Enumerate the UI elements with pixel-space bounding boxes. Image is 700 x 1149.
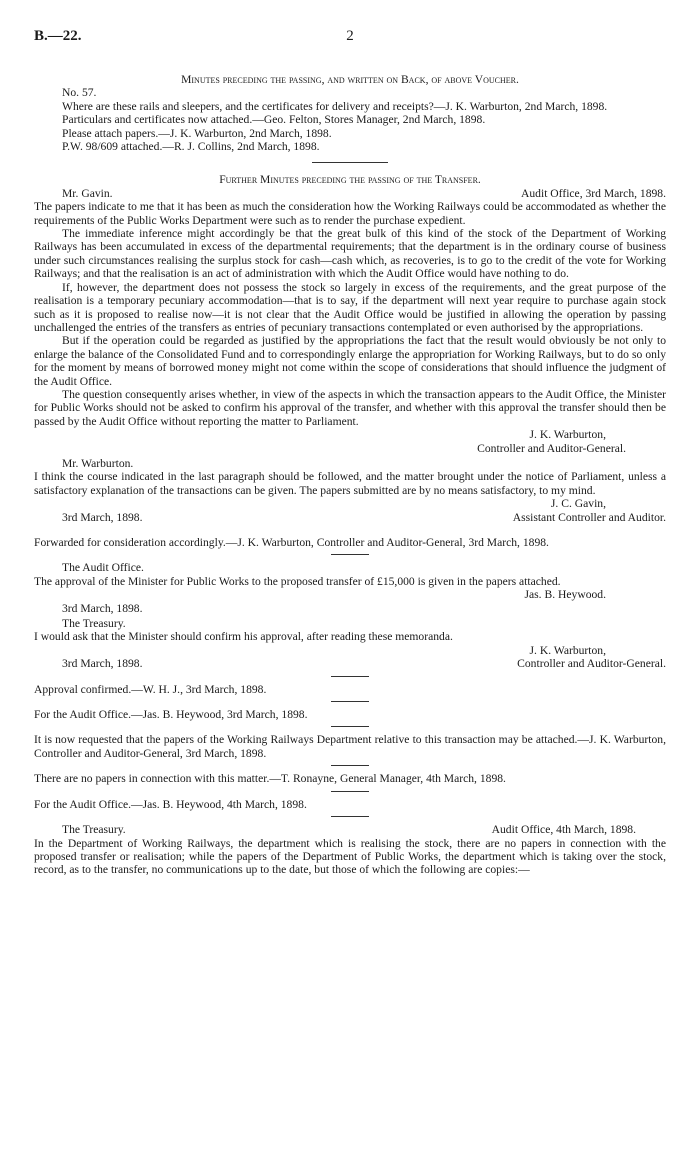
further-minutes-title: Further Minutes preceding the passing of the Transfer. <box>219 173 481 187</box>
treasury-addressee: The Treasury. <box>62 617 126 631</box>
heywood-date: 3rd March, 1898. <box>62 601 143 615</box>
request-note: It is now requested that the papers of the Working Railways Department relative to this transaction may be attached.—J. K. Warburton, Controller and Auditor-General, 3rd March, 1898. <box>34 733 666 760</box>
minutes-title: Minutes preceding the passing, and written on Back, of above Voucher. <box>181 73 519 86</box>
gavin-signature-line <box>34 511 666 524</box>
minute-answer-3: P.W. 98/609 attached.—R. J. Collins, 2nd March, 1898. <box>62 140 320 154</box>
gavin-addressee: Mr. Warburton. <box>62 456 134 470</box>
audit-office-note-1: For the Audit Office.—Jas. B. Heywood, 3rd March, 1898. <box>34 708 308 722</box>
final-addressee: The Treasury. <box>62 823 126 837</box>
divider <box>331 726 369 727</box>
memo-address-line <box>34 187 666 200</box>
audit-office-note-2: For the Audit Office.—Jas. B. Heywood, 4th March, 1898. <box>34 797 307 811</box>
divider <box>331 676 369 677</box>
signature-name: J. K. Warburton, <box>529 428 606 442</box>
memo-paragraph-4: But if the operation could be regarded as justified by the appropriations the fact that the result would obviously be not only to enlarge the balance of the Consolidated Fund and to correspondingly enlarge the appropriation for Working Railways, but to do so only for the moment by means of borrowed money might not come within the scope of considerations that should influence the judgment of the Audit Office. <box>34 334 666 388</box>
heywood-memo-text: The approval of the Minister for Public Works to the proposed transfer of £15,000 is given in the papers attached. <box>34 574 561 588</box>
gavin-signature-name: J. C. Gavin, <box>550 497 606 511</box>
treasury-date: 3rd March, 1898. <box>62 657 143 671</box>
treasury-signature-name: J. K. Warburton, <box>529 643 606 657</box>
gavin-date: 3rd March, 1898. <box>62 510 143 524</box>
divider <box>331 816 369 817</box>
minute-question: Where are these rails and sleepers, and the certificates for delivery and receipts?—J. K. Warburton, 2nd March, 1898. <box>62 99 608 113</box>
memo-paragraph-5: The question consequently arises whether, in view of the aspects in which the transaction appears to the Audit Office, the Minister for Public Works should not be asked to confirm his approval of the transfer, and whether with this approval the transfer should then be passed by the Audit Office without reporting the matter to Parliament. <box>34 387 666 428</box>
minute-answer-2: Please attach papers.—J. K. Warburton, 2nd March, 1898. <box>62 126 332 140</box>
forwarded-note: Forwarded for consideration accordingly.—J. K. Warburton, Controller and Auditor-General, 3rd March, 1898. <box>34 536 549 549</box>
heywood-signature: Jas. B. Heywood. <box>524 588 606 602</box>
section-divider <box>312 162 388 163</box>
ronayne-note: There are no papers in connection with this matter.—T. Ronayne, General Manager, 4th March, 1898. <box>34 772 506 786</box>
divider <box>331 701 369 702</box>
treasury-signature-title: Controller and Auditor-General. <box>517 657 666 671</box>
gavin-signature-title: Assistant Controller and Auditor. <box>512 510 666 524</box>
gavin-memo-text: I think the course indicated in the last paragraph should be followed, and the matter brought under the notice of Parliament, unless a satisfactory explanation of the transactions can be given. The papers submitted are by no means satisfactory, to my mind. <box>34 470 666 497</box>
memo-paragraph-3: If, however, the department does not possess the stock so largely in excess of the requirements, and the great purpose of the realisation is a temporary pecuniary accommodation—that is to say, if the department will next year require to purchase again stock such as it is proposed to realise now—it is not clear that the Audit Office would be justified in allowing the operation by passing unchallenged the entries of the transfers as entries of pecuniary transactions contemplated or even authorised by the appropriations. <box>34 280 666 334</box>
divider <box>331 554 369 555</box>
document-body <box>34 73 666 877</box>
final-address-line <box>34 823 666 836</box>
treasury-memo-text: I would ask that the Minister should confirm his approval, after reading these memoranda. <box>34 630 453 644</box>
signature-title: Controller and Auditor-General. <box>477 441 626 455</box>
treasury-signature-line <box>34 657 666 670</box>
memo-paragraph-1: The papers indicate to me that it has been as much the consideration how the Working Railways could be accommodated as whether the requirements of the Public Works Department were such as to render the purchase expedient. <box>34 200 666 227</box>
memo-addressee: Mr. Gavin. <box>62 186 113 200</box>
voucher-number: No. 57. <box>62 86 97 100</box>
document-reference: B.—22. <box>34 28 82 44</box>
heywood-addressee: The Audit Office. <box>62 561 144 575</box>
page-number: 2 <box>346 28 354 44</box>
final-place-date: Audit Office, 4th March, 1898. <box>491 823 636 837</box>
approval-note: Approval confirmed.—W. H. J., 3rd March, 1898. <box>34 682 267 696</box>
page-header <box>34 30 666 52</box>
memo-paragraph-2: The immediate inference might accordingly be that the great bulk of this kind of the stock of the Department of Working Railways has been accumulated in excess of the departmental requirements; that the department is in the ordinary course of business under such circumstances realising the surplus stock for cash—cash which, as recoveries, is to go to the credit of the vote for Working Railways; and that the realisation is an act of administration with which the Audit Office would have nothing to do. <box>34 227 666 281</box>
memo-place-date: Audit Office, 3rd March, 1898. <box>521 186 666 200</box>
final-memo-text: In the Department of Working Railways, the department which is realising the stock, there are no papers in connection with the proposed transfer or realisation; while the papers of the Department of Public Works, the department which is taking over the stock, record, as to the transfer, no communications up to the date, but those of which the following are copies:— <box>34 836 666 877</box>
minute-answer-1: Particulars and certificates now attached.—Geo. Felton, Stores Manager, 2nd March, 1898. <box>62 113 486 127</box>
divider <box>331 791 369 792</box>
divider <box>331 765 369 766</box>
